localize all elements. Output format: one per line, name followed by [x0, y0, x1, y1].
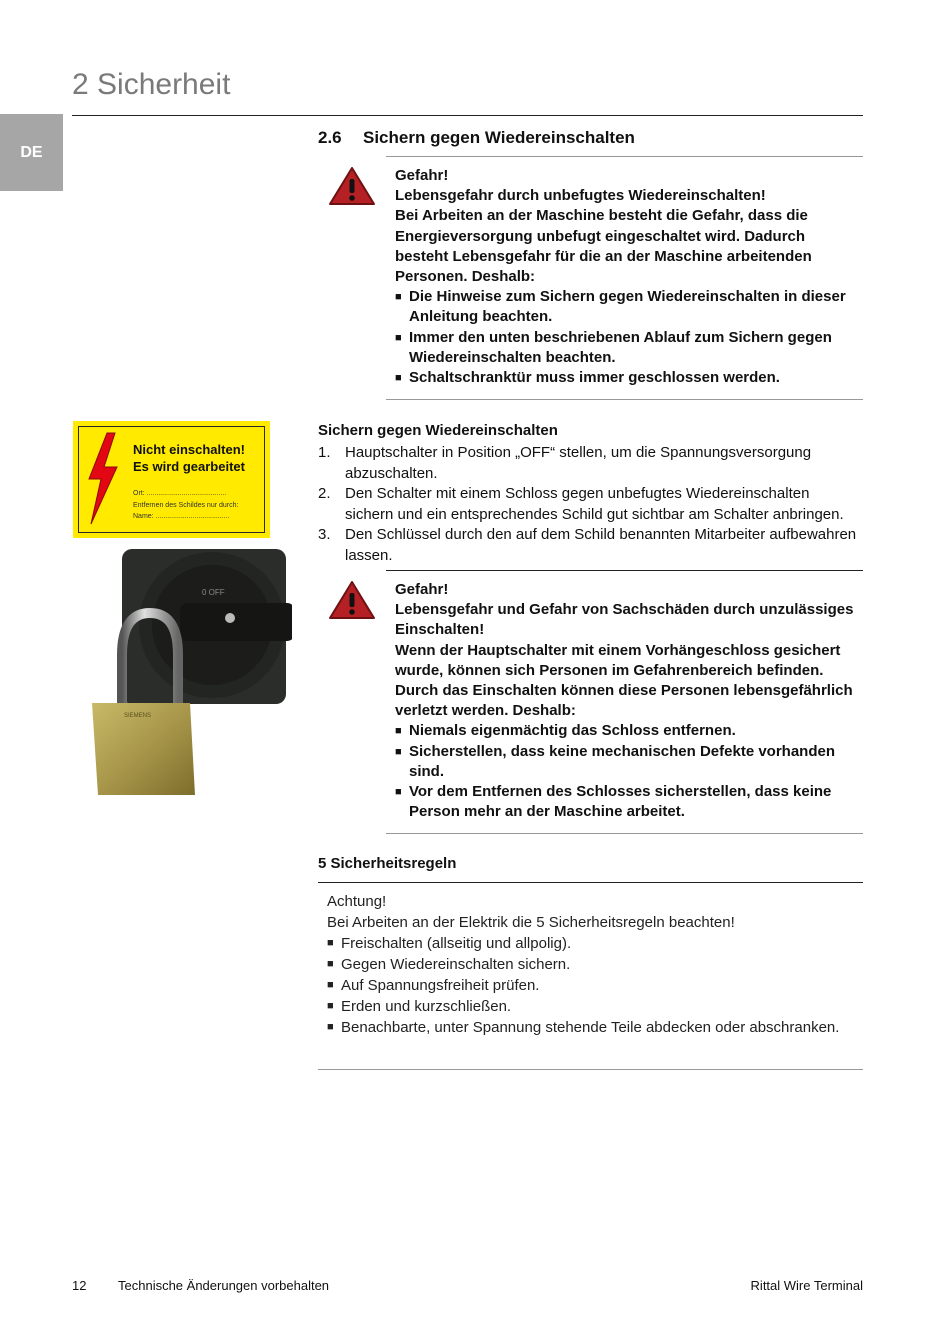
warning2-list: [395, 721, 855, 822]
padlocked-switch-photo: [92, 545, 292, 800]
warning1-body: Bei Arbeiten an der Maschine besteht die Gefahr, dass die Energieversorgung unbefugt eingeschaltet wird. Dadurch besteht Lebensgefahr für die an der Maschine arbeitenden Personen. Deshalb:: [395, 207, 812, 286]
sign-title: [133, 441, 265, 475]
safety-rules-top-rule: [318, 882, 863, 883]
section-title: Sichern gegen Wiedereinschalten: [363, 128, 635, 147]
warning-triangle-icon: [328, 580, 376, 620]
sign-line2: Es wird gearbeitet: [133, 459, 245, 474]
language-tab: DE: [0, 114, 63, 191]
footer-note: Technische Änderungen vorbehalten: [118, 1278, 330, 1293]
safety-rules-intro: Bei Arbeiten an der Elektrik die 5 Sicherheitsregeln beachten!: [327, 914, 735, 931]
warning2-text: [395, 580, 855, 822]
section-number: 2.6: [318, 128, 342, 147]
warning-triangle-icon: [328, 166, 376, 206]
page-number: 12: [72, 1278, 87, 1293]
warning2-top-rule: [386, 570, 863, 571]
step-text: Den Schalter mit einem Schloss gegen unbefugtes Wiedereinschalten sichern und ein entsprechendes Schild gut sichtbar am Schalter anbringen.: [345, 485, 844, 523]
procedure-step: [318, 443, 858, 484]
warning1-text: [395, 166, 855, 388]
warning1-title: Gefahr!: [395, 167, 449, 184]
sign-field-location: Ort: .........................................: [133, 490, 227, 497]
warning2-item: ■ Sicherstellen, dass keine mechanischen Defekte vorhanden sind.: [395, 742, 855, 782]
warning2-bottom-rule: [386, 833, 863, 834]
warning1-subtitle: Lebensgefahr durch unbefugtes Wiedereinschalten!: [395, 187, 766, 205]
warning2-item: ■ Niemals eigenmächtig das Schloss entfernen.: [395, 721, 855, 741]
warning2-item: ■ Vor dem Entfernen des Schlosses sicherstellen, dass keine Person mehr an der Maschine arbeitet.: [395, 782, 855, 822]
warning-sign-image: [73, 421, 270, 538]
safety-rule-item: ■ Auf Spannungsfreiheit prüfen.: [327, 975, 847, 996]
switch-position-label: 0 OFF: [202, 588, 225, 597]
step-number: 3.: [318, 526, 331, 543]
step-text: Hauptschalter in Position „OFF“ stellen, um die Spannungsversorgung abzuschalten.: [345, 444, 812, 482]
procedure-heading: Sichern gegen Wiedereinschalten: [318, 422, 558, 439]
section-heading: [318, 128, 635, 148]
sign-fields: [133, 488, 265, 523]
procedure-steps: [318, 443, 858, 566]
padlock-brand-label: SIEMENS: [124, 713, 152, 719]
safety-rules-list: [327, 933, 847, 1038]
safety-rule-item: ■ Gegen Wiedereinschalten sichern.: [327, 954, 847, 975]
lightning-bolt-icon: [83, 431, 123, 526]
warning1-item: ■ Schaltschranktür muss immer geschlossen werden.: [395, 368, 855, 388]
procedure-step: [318, 484, 858, 525]
procedure-step: [318, 525, 858, 566]
sign-field-name: Name: ......................................: [133, 513, 230, 520]
sign-field-removal: Entfernen des Schildes nur durch:: [133, 501, 239, 509]
footer-product: Rittal Wire Terminal: [750, 1278, 863, 1293]
warning1-item: ■ Die Hinweise zum Sichern gegen Wiedereinschalten in dieser Anleitung beachten.: [395, 287, 855, 327]
warning2-title: Gefahr!: [395, 581, 449, 598]
safety-rules-box: [327, 891, 847, 1038]
warning2-subtitle: Lebensgefahr und Gefahr von Sachschäden durch unzulässiges Einschalten!: [395, 601, 854, 639]
warning1-bottom-rule: [386, 399, 863, 400]
warning1-item: ■ Immer den unten beschriebenen Ablauf zum Sichern gegen Wiedereinschalten beachten.: [395, 328, 855, 368]
step-number: 2.: [318, 485, 331, 502]
warning1-top-rule: [386, 156, 863, 157]
step-text: Den Schlüssel durch den auf dem Schild benannten Mitarbeiter aufbewahren lassen.: [345, 526, 857, 564]
step-number: 1.: [318, 444, 331, 461]
safety-rule-item: ■ Erden und kurzschließen.: [327, 996, 847, 1017]
safety-rules-title: Achtung!: [327, 893, 387, 910]
safety-rule-item: ■ Freischalten (allseitig und allpolig).: [327, 933, 847, 954]
safety-rule-item: ■ Benachbarte, unter Spannung stehende Teile abdecken oder abschranken.: [327, 1017, 847, 1038]
warning2-body: Wenn der Hauptschalter mit einem Vorhängeschloss gesichert wurde, können sich Personen im Gefahrenbereich befinden. Durch das Einschalten können diese Personen lebensgefährlich verletzt werden. Deshalb:: [395, 641, 853, 720]
warning1-list: [395, 287, 855, 388]
chapter-title: 2 Sicherheit: [72, 68, 231, 101]
safety-rules-heading: 5 Sicherheitsregeln: [318, 855, 457, 872]
safety-rules-bottom-rule: [318, 1069, 863, 1070]
chapter-divider: [72, 115, 863, 116]
sign-line1: Nicht einschalten!: [133, 442, 245, 457]
